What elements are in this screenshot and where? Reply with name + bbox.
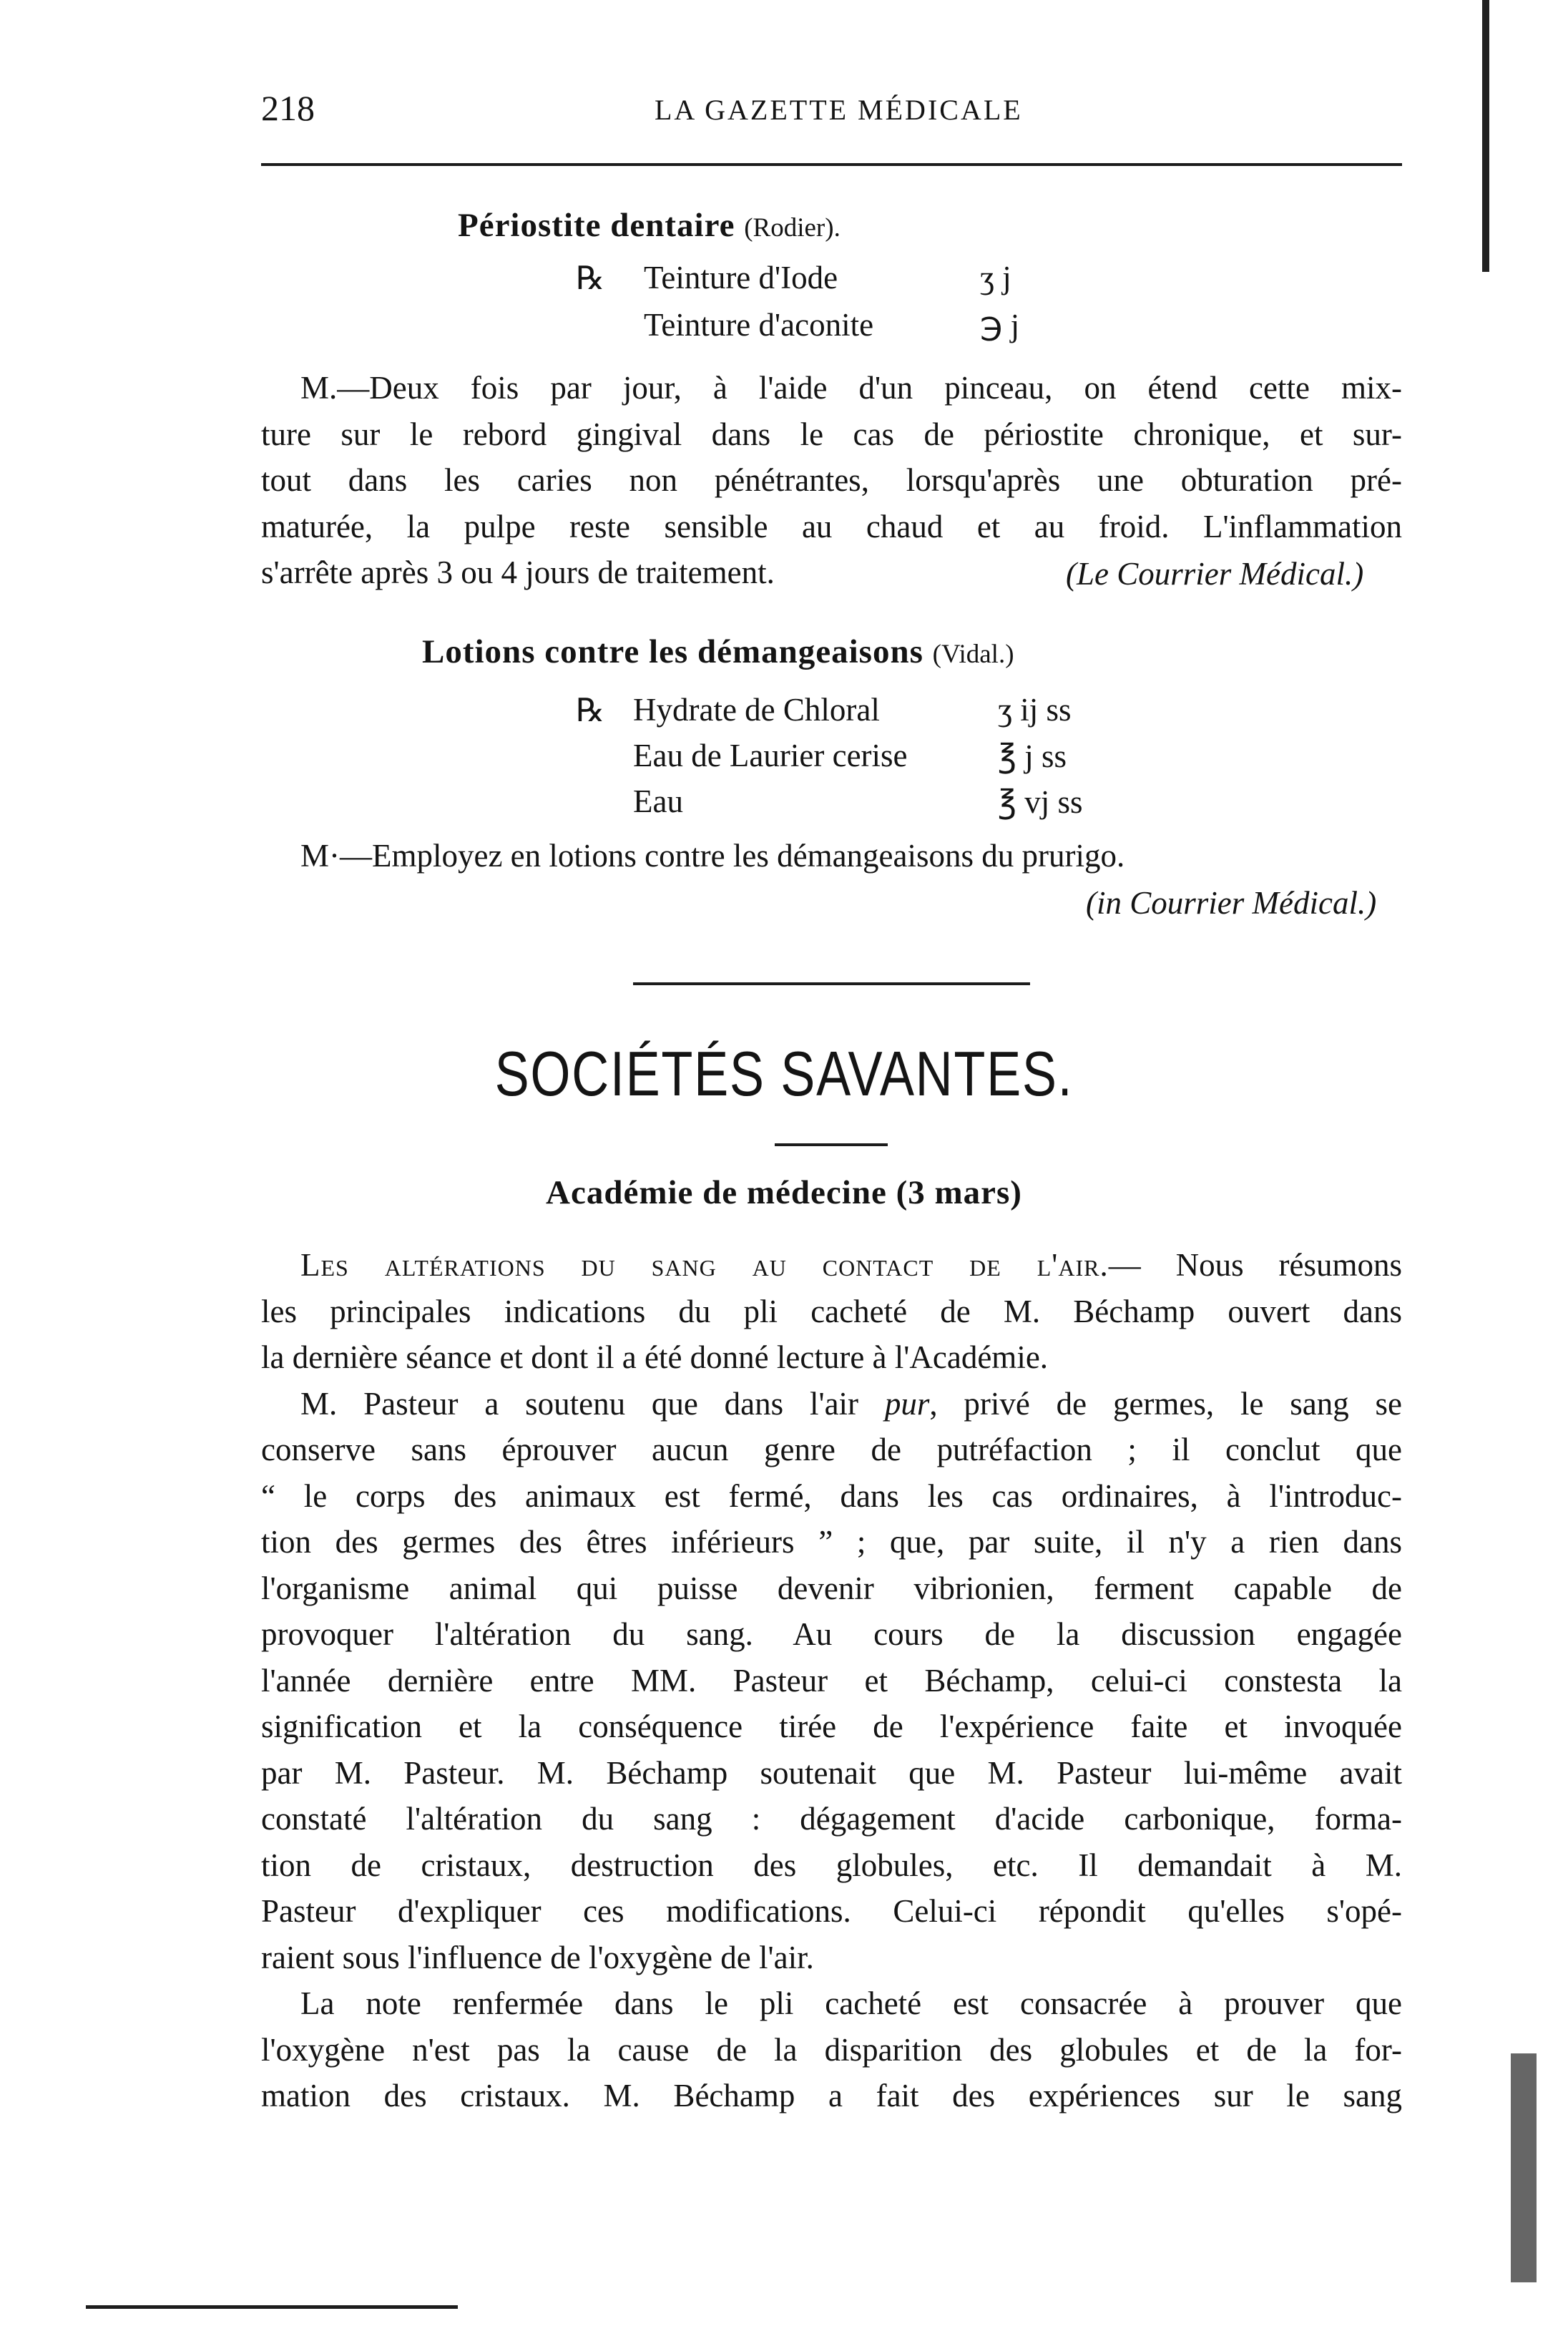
text-line: provoquer l'altération du sang. Au cours de la discussion engagée [261, 1616, 1402, 1652]
ingredient-name: Eau de Laurier cerise [633, 738, 908, 773]
text-span: , privé de germes, le sang se [929, 1385, 1402, 1422]
academie-heading: Académie de médecine (3 mars) [546, 1174, 1022, 1211]
recipe-symbol: ℞ [576, 260, 605, 296]
societes-title: SOCIÉTÉS SAVANTES. [494, 1038, 1074, 1109]
text-line: constaté l'altération du sang : dégagement d'acide carbonique, forma- [261, 1801, 1402, 1837]
section-heading-lotions [422, 632, 1014, 671]
smallcaps-heading: Les altérations du sang au contact de l'air. [300, 1247, 1109, 1283]
text-line: La note renfermée dans le pli cacheté est consacrée à prouver que [300, 1985, 1402, 2021]
text-line [261, 1381, 1402, 1427]
text-line [261, 1242, 1402, 1289]
source-citation: (Le Courrier Médical.) [1066, 556, 1364, 592]
source-citation: (in Courrier Médical.) [1086, 885, 1377, 921]
text-span: M. Pasteur a soutenu que dans l'air [300, 1385, 885, 1422]
italic-word: pur [884, 1385, 930, 1422]
header-rule [261, 163, 1402, 166]
ingredient-dose: ʒ ij ss [998, 692, 1072, 728]
text-line: s'arrête après 3 ou 4 jours de traitement. [261, 554, 775, 590]
ingredient-dose: ℈ j [980, 308, 1020, 343]
instruction-line: M·—Employez en lotions contre les démangeaisons du prurigo. [300, 838, 1125, 874]
text-line: maturée, la pulpe reste sensible au chaud et au froid. L'inflammation [261, 508, 1402, 544]
text-line: raient sous l'influence de l'oxygène de l'air. [261, 1939, 814, 1975]
scan-edge-mark [1482, 0, 1489, 272]
short-divider [775, 1143, 888, 1146]
section-author: (Vidal.) [932, 640, 1014, 669]
text-line: conserve sans éprouver aucun genre de putréfaction ; il conclut que [261, 1432, 1402, 1467]
footer-rule [86, 2305, 458, 2309]
text-line: “ le corps des animaux est fermé, dans les cas ordinaires, à l'introduc- [261, 1477, 1402, 1514]
text-line: mation des cristaux. M. Béchamp a fait des expériences sur le sang [261, 2078, 1402, 2113]
ingredient-name: Teinture d'aconite [644, 307, 874, 343]
text-line: ture sur le rebord gingival dans le cas de périostite chronique, et sur- [261, 416, 1402, 452]
text-line: par M. Pasteur. M. Béchamp soutenait que M. Pasteur lui-même avait [261, 1754, 1402, 1791]
section-title: Périostite dentaire [458, 207, 735, 244]
text-line: l'année dernière entre MM. Pasteur et Béchamp, celui-ci constesta la [261, 1662, 1402, 1699]
scan-edge-mark [1511, 2053, 1537, 2282]
ingredient-name: Eau [633, 783, 683, 819]
text-line: Pasteur d'expliquer ces modifications. Celui-ci répondit qu'elles s'opé- [261, 1893, 1402, 1929]
running-title: LA GAZETTE MÉDICALE [655, 94, 1023, 126]
text-line: tion de cristaux, destruction des globules, etc. Il demandait à M. [261, 1847, 1402, 1883]
ingredient-name: Hydrate de Chloral [633, 692, 880, 728]
section-heading-periostite [458, 206, 841, 245]
text-span: — Nous résumons [1108, 1247, 1402, 1283]
ingredient-dose: ʒ j [980, 260, 1011, 295]
text-line: tout dans les caries non pénétrantes, lorsqu'après une obturation pré- [261, 462, 1402, 498]
section-author: (Rodier). [744, 213, 841, 243]
ingredient-dose: ℥ j ss [998, 738, 1067, 774]
text-line: signification et la conséquence tirée de l'expérience faite et invoquée [261, 1709, 1402, 1744]
recipe-symbol: ℞ [576, 693, 605, 728]
text-line: M.—Deux fois par jour, à l'aide d'un pinceau, on étend cette mix- [300, 370, 1402, 406]
text-line: l'oxygène n'est pas la cause de la disparition des globules et de la for- [261, 2031, 1402, 2068]
section-title: Lotions contre les démangeaisons [422, 633, 923, 670]
ingredient-dose: ℥ vj ss [998, 784, 1083, 820]
ingredient-name: Teinture d'Iode [644, 260, 838, 295]
paragraph-alterations [261, 1242, 1402, 2119]
text-line: la dernière séance et dont il a été donné lecture à l'Académie. [261, 1339, 1049, 1375]
text-line: les principales indications du pli cacheté de M. Béchamp ouvert dans [261, 1293, 1402, 1329]
page-number: 218 [261, 88, 315, 128]
section-divider [633, 982, 1030, 985]
text-line: tion des germes des êtres inférieurs ” ; que, par suite, il n'y a rien dans [261, 1524, 1402, 1560]
text-line: l'organisme animal qui puisse devenir vibrionien, ferment capable de [261, 1570, 1402, 1606]
